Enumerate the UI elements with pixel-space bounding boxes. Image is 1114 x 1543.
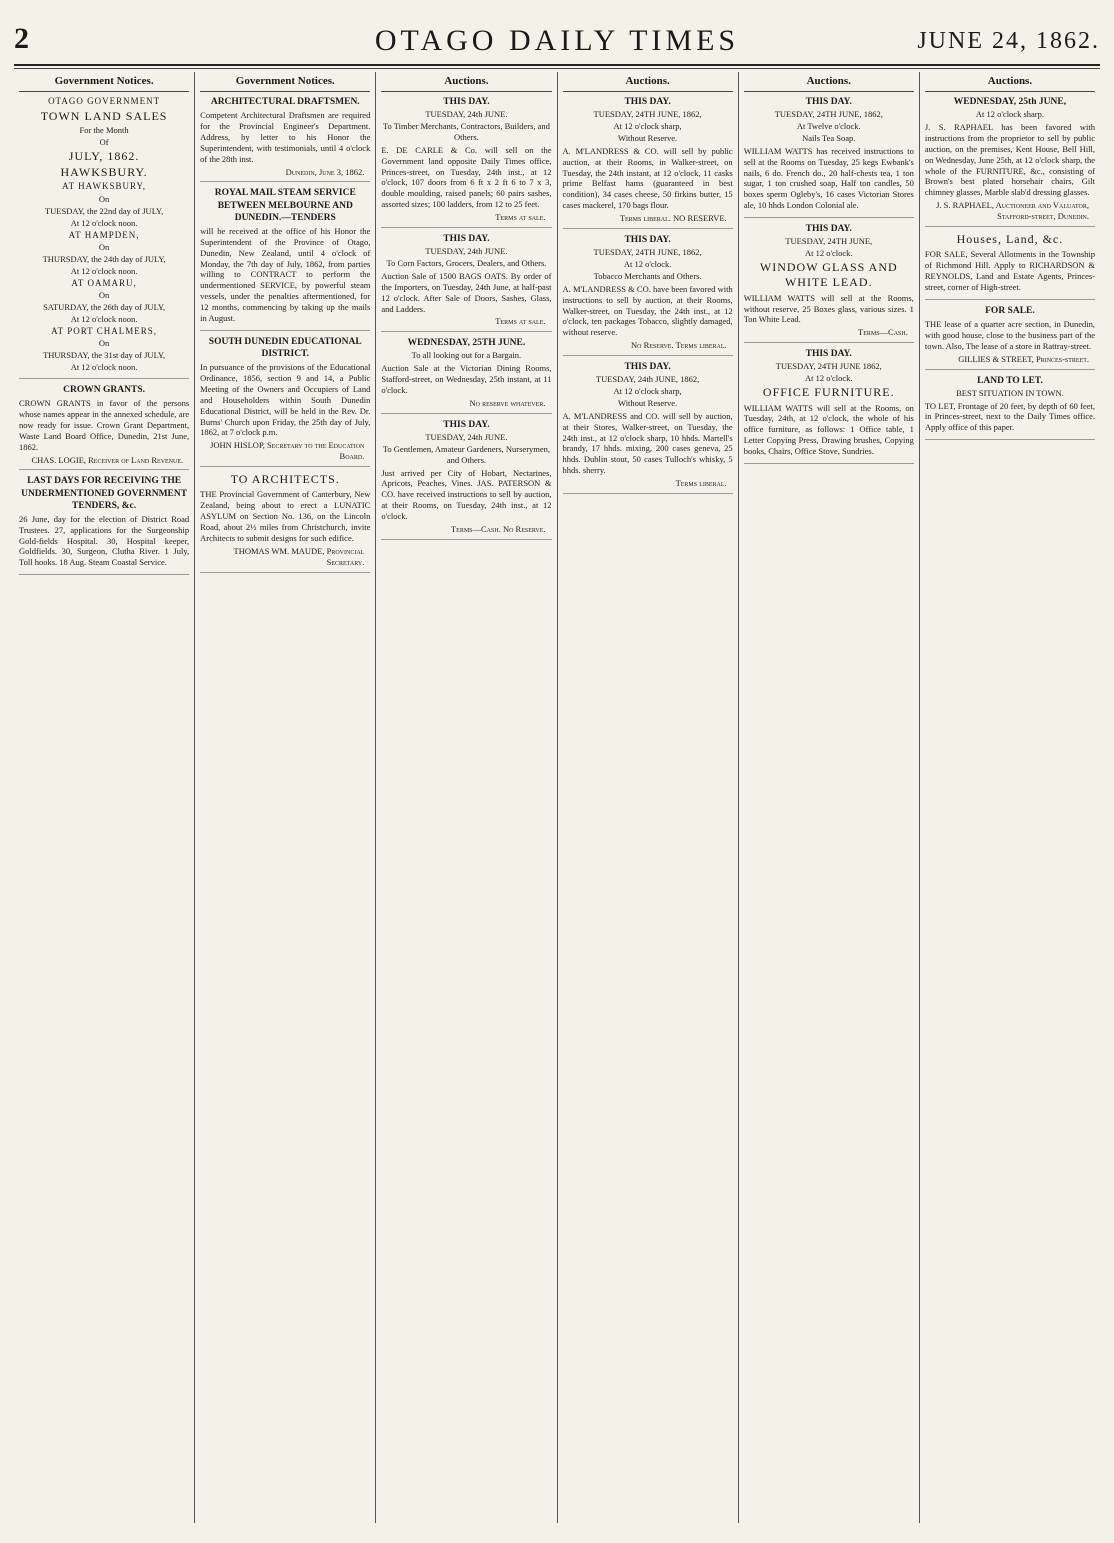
notice-signature: Terms liberal. [675, 478, 727, 489]
notice-line: Nails Tea Soap. [802, 132, 856, 143]
notice [19, 96, 189, 379]
notice-signature: Terms liberal. NO RESERVE. [619, 213, 727, 224]
notice-line: WINDOW GLASS AND WHITE LEAD. [759, 260, 898, 290]
notice-signature: Terms—Cash. No Reserve. [450, 523, 546, 534]
column-heading: Auctions. [381, 72, 551, 92]
notice [381, 337, 551, 414]
notice [381, 96, 551, 228]
notice-line: At 12 o'clock sharp, [613, 121, 682, 132]
masthead-rule-thin [14, 68, 1100, 69]
notice-line: To Gentlemen, Amateur Gardeners, Nurserymen, and Others. [382, 443, 551, 465]
notice-line: AT HAMPDEN, [68, 229, 140, 240]
notice-line: TUESDAY, 24TH JUNE, [785, 236, 873, 247]
notice-signature: No reserve whatever. [469, 397, 546, 408]
notice-line: TUESDAY, 24th JUNE. [425, 246, 508, 257]
notice-body: THE lease of a quarter acre section, in Dunedin, with good house, close to the business part of the town. Also, The lease of a store in Rattray-street. [924, 319, 1096, 351]
notice-line: OTAGO GOVERNMENT [48, 96, 161, 107]
notice-line: AT OAMARU, [71, 277, 137, 288]
notice-body: In pursuance of the provisions of the Educational Ordinance, 1856, section 9 and 14, a Public Meeting of the Owners and Occupiers of Land and Householders within South Dunedin Educational District, will be held in the Rev. Dr. Burns' Church upon Friday, the 25th day of July, 1862, at 7 o'clock p.m. [200, 362, 371, 438]
notice-signature: J. S. RAPHAEL, Auctioneer and Valuator, Stafford-street, Dunedin. [936, 200, 1090, 222]
notice-line: OFFICE FURNITURE. [762, 385, 895, 400]
notice-line: THURSDAY, the 31st day of JULY, [43, 350, 166, 361]
notice-line: For the Month [79, 124, 129, 135]
notice-body: CROWN GRANTS in favor of the persons whose names appear in the annexed schedule, are now ready for issue. Crown Grant Department, Waste Land Board Office, Dunedin, 21st June, 1862. [19, 398, 190, 452]
notice-body: J. S. RAPHAEL has been favored with instructions from the proprietor to sell by public auction, on the premises, Kent House, Bell Hill, on Wednesday, June 25th, at 12 o'clock sharp, the whole of the FURNITURE, &c., consisting of Brown's best plated horsehair chairs, Gilt chimney glasses, Marble slab'd dressing glasses. [924, 122, 1096, 198]
notice-signature: Terms at sale. [495, 316, 546, 327]
notice-line: At 12 o'clock noon. [70, 217, 138, 228]
notice-body: Auction Sale at the Victorian Dining Rooms, Stafford-street, on Wednesday, 25th instant, at 11 o'clock. [381, 363, 552, 396]
notice-line: THURSDAY, the 24th day of JULY, [42, 253, 166, 264]
notice-line: ROYAL MAIL STEAM SERVICE BETWEEN MELBOURNE AND DUNEDIN.—TENDERS [214, 188, 356, 223]
notice-body: A. M'LANDRESS & CO. have been favored with instructions to sell by auction, at their Rooms, Walker-street, on Tuesday, the 24th inst., at 12 o'clock, ten packages Tobacco, slightly damaged, without reserve. [562, 283, 733, 338]
notice-line: AT HAWKSBURY, [62, 181, 147, 192]
notice-line: At 12 o'clock. [804, 248, 853, 259]
notice-body: THE Provincial Government of Canterbury, New Zealand, being about to erect a LUNATIC ASYLUM on Section No. 136, on the Lincoln Road, about 2½ miles from Christchurch, invite Architects to submit designs for such edifice. [200, 489, 371, 543]
column-heading: Auctions. [744, 72, 914, 92]
notice-line: At 12 o'clock. [623, 259, 672, 270]
notice [200, 336, 370, 467]
notice-line: TUESDAY, 24TH JUNE 1862, [775, 361, 882, 372]
column-heading: Auctions. [925, 72, 1095, 92]
notice-signature: JOHN HISLOP, Secretary to the Education Board. [210, 440, 365, 462]
notice [200, 472, 370, 572]
notice-line: At 12 o'clock noon. [70, 362, 138, 373]
notice-line: WEDNESDAY, 25th JUNE, [953, 97, 1067, 108]
notice [925, 305, 1095, 370]
notice-line: TUESDAY, 24TH JUNE, 1862, [593, 109, 702, 120]
notice-line: On [98, 338, 110, 349]
notice-line: On [98, 242, 110, 253]
notice-body: WILLIAM WATTS will sell at the Rooms, without reserve, 25 Boxes glass, various sizes. 1 Ton White Lead. [743, 292, 914, 325]
notice [200, 187, 370, 330]
issue-date: JUNE 24, 1862. [917, 28, 1100, 54]
notice-line: ARCHITECTURAL DRAFTSMEN. [210, 97, 360, 108]
column-2 [194, 72, 375, 1523]
notice-line: TOWN LAND SALES [40, 108, 168, 123]
notice-line: WEDNESDAY, 25TH JUNE. [407, 338, 526, 349]
notice [744, 96, 914, 218]
notice-signature: GILLIES & STREET, Princes-street. [958, 353, 1090, 364]
newspaper-title: OTAGO DAILY TIMES [374, 24, 740, 57]
notice-signature: THOMAS WM. MAUDE, Provincial Secretary. [233, 545, 365, 567]
notice-body: FOR SALE, Several Allotments in the Township of Richmond Hill. Apply to RICHARDSON & REYNOLDS, Land and Estate Agents, Princes-street, corner of High-street. [924, 249, 1096, 292]
notice [381, 233, 551, 332]
notice-body: E. DE CARLE & Co. will sell on the Government land opposite Daily Times office, Princes-street, on Tuesday, 24th inst., at 12 o'clock, 107 doors from 6 ft x 2 ft 6 to 7 x 3, double moulding, raised panels; 60 pairs sashes, assorted sizes; 100 ladders, from 12 to 25 feet. [381, 144, 552, 210]
notice [563, 96, 733, 229]
notice-line: At 12 o'clock noon. [70, 265, 138, 276]
notice-signature: CHAS. LOGIE, Receiver of Land Revenue. [31, 454, 184, 465]
notice-line: To Timber Merchants, Contractors, Builders, and Others. [382, 121, 550, 142]
notice-line: THIS DAY. [805, 349, 852, 360]
notice-line: TUESDAY, the 22nd day of JULY, [44, 205, 164, 216]
notice-signature: Terms at sale. [495, 212, 546, 223]
column-heading: Government Notices. [200, 72, 370, 92]
columns-container [14, 72, 1100, 1523]
notice [563, 361, 733, 494]
notice [563, 234, 733, 356]
notice [19, 475, 189, 575]
notice-line: SATURDAY, the 26th day of JULY, [43, 302, 166, 313]
notice [744, 348, 914, 464]
notice-body: WILLIAM WATTS has received instructions to sell at the Rooms on Tuesday, 25 kegs Ewbank's nails, 6 do. French do., 20 half-chests tea, 1 ton sugar, 1 ton crushed soap, Half ton candles, 50 boxes sperm Ogleby's, 16 cases Victorian Stores ale, 10 hhds London Colonial ale. [743, 145, 914, 211]
column-heading: Government Notices. [19, 72, 189, 92]
notice-line: On [98, 290, 110, 301]
notice-line: At 12 o'clock sharp, [613, 386, 682, 397]
notice-line: TUESDAY, 24th JUNE. [425, 431, 508, 442]
notice [200, 96, 370, 182]
column-5 [738, 72, 919, 1523]
notice-line: LAND TO LET. [977, 375, 1043, 386]
notice-line: On [98, 193, 110, 204]
notice-line: AT PORT CHALMERS, [51, 325, 158, 336]
notice-line: TUESDAY, 24TH JUNE, 1862, [774, 109, 883, 120]
notice-line: LAST DAYS FOR RECEIVING THE UNDERMENTIONED GOVERNMENT TENDERS, &c. [21, 476, 188, 511]
notice-signature: No Reserve. Terms liberal. [631, 340, 727, 351]
notice-line: FOR SALE. [985, 305, 1035, 316]
notice-line: At 12 o'clock sharp. [975, 109, 1044, 120]
notice-line: TUESDAY, 24th JUNE. [425, 109, 508, 120]
page-number: 2 [14, 22, 29, 55]
notice-line: THIS DAY. [805, 224, 852, 235]
notice-body: A. M'LANDRESS and CO. will sell by auction, at their Stores, Walker-street, on Tuesday, the 24th inst., at 12 o'clock sharp, 10 hhds. Martell's brandy, 17 hhds. mixing, 200 cases geneva, 25 hhds. Dublin stout, 50 cases Tulloch's whisky, 5 hhds. sherry. [562, 410, 733, 476]
masthead-rule [14, 64, 1100, 66]
notice [925, 232, 1095, 300]
notice [381, 419, 551, 540]
notice-line: Without Reserve. [618, 132, 678, 143]
notice-signature: Terms—Cash. [858, 327, 908, 338]
notice-line: BEST SITUATION IN TOWN. [956, 387, 1064, 398]
masthead [14, 22, 1100, 62]
notice-line: At 12 o'clock noon. [70, 313, 138, 324]
notice [925, 375, 1095, 441]
notice-line: THIS DAY. [624, 362, 671, 373]
notice-line: THIS DAY. [624, 97, 671, 108]
notice-line: SOUTH DUNEDIN EDUCATIONAL DISTRICT. [208, 336, 362, 359]
notice-line: Tobacco Merchants and Others. [593, 270, 702, 281]
notice [19, 384, 189, 470]
notice-line: Without Reserve. [618, 397, 678, 408]
notice [744, 223, 914, 343]
notice-body: Just arrived per City of Hobart, Nectarines, Apricots, Peaches, Vines. JAS. PATERSON & CO. have received instructions to sell by auction, at their Rooms, on Tuesday, 24th inst., at 12 o'clock. [381, 467, 552, 522]
notice-line: To Corn Factors, Grocers, Dealers, and Others. [386, 258, 547, 269]
notice-line: JULY, 1862. [68, 148, 140, 163]
notice-line: To all looking out for a Bargain. [411, 350, 522, 361]
notice-line: CROWN GRANTS. [63, 384, 145, 395]
notice-body: Competent Architectural Draftsmen are required for the Provincial Engineer's Department. Address, by letter to his Honor the Superintendent, with testimonials, until 4 o'clock of the 28th inst. [200, 110, 371, 164]
notice-line: At Twelve o'clock. [796, 121, 861, 132]
notice-body: A. M'LANDRESS & CO. will sell by public auction, at their Rooms, in Walker-street, on Tuesday, the 24th instant, at 12 o'clock, 11 casks prime Belfast hams (guaranteed in best condition), 34 cases cheese, 50 firkins butter, 15 cases mackerel, 170 bags flour. [562, 145, 733, 211]
notice-line: THIS DAY. [805, 97, 852, 108]
notice-line: TUESDAY, 24TH JUNE, 1862, [593, 247, 702, 258]
notice-body: TO LET, Frontage of 20 feet, by depth of 60 feet, in Princes-street, next to the Daily Times office. Apply office of this paper. [924, 400, 1096, 433]
notice-body: will be received at the office of his Honor the Superintendent of the Province of Otago, Dunedin, New Zealand, until 4 o'clock of Monday, the 7th day of July, 1862, from parties willing to CONTRACT to perform the undermentioned SERVICE, by powerful steam vessels, under the penalties aftermentioned, for 12 months, commencing by taking up the mails in August. [200, 225, 371, 323]
column-1 [14, 72, 194, 1523]
notice-line: At 12 o'clock. [804, 373, 853, 384]
notice-body: Auction Sale of 1500 BAGS OATS. By order of the Importers, on Tuesday, 24th June, at half-past 12 o'clock. After Sale of Doors, Sashes, Glass, and Ladders. [381, 270, 552, 314]
notice-line: THIS DAY. [443, 97, 490, 108]
notice-line: TO ARCHITECTS. [230, 472, 340, 487]
notice-line: THIS DAY. [443, 419, 490, 430]
column-4 [557, 72, 738, 1523]
notice-line: Of [99, 136, 109, 147]
notice-body: 26 June, day for the election of District Road Trustees. 27, applications for the Surgeonship Gold-fields Hospital. 30, Hospital keeper, Goldfields. 30, Surgeon, Clutha River. 1 July, Toll hooks. 18 Aug. Steam Coastal Service. [19, 513, 190, 568]
notice-line: HAWKSBURY. [60, 165, 148, 180]
notice-line: THIS DAY. [624, 234, 671, 245]
notice-body: WILLIAM WATTS will sell at the Rooms, on Tuesday, 24th, at 12 o'clock, the whole of his office furniture, as follows: 1 Office table, 1 Letter Copying Press, Drawing brushes, Copying books, Chairs, Office Stove, Sundries. [743, 402, 914, 456]
notice [925, 96, 1095, 227]
notice-line: THIS DAY. [443, 233, 490, 244]
column-3 [375, 72, 556, 1523]
column-heading: Auctions. [563, 72, 733, 92]
notice-signature: Dunedin, June 3, 1862. [285, 166, 365, 177]
column-6 [919, 72, 1100, 1523]
notice-line: Houses, Land, &c. [956, 231, 1064, 246]
notice-line: TUESDAY, 24th JUNE, 1862, [595, 374, 700, 385]
